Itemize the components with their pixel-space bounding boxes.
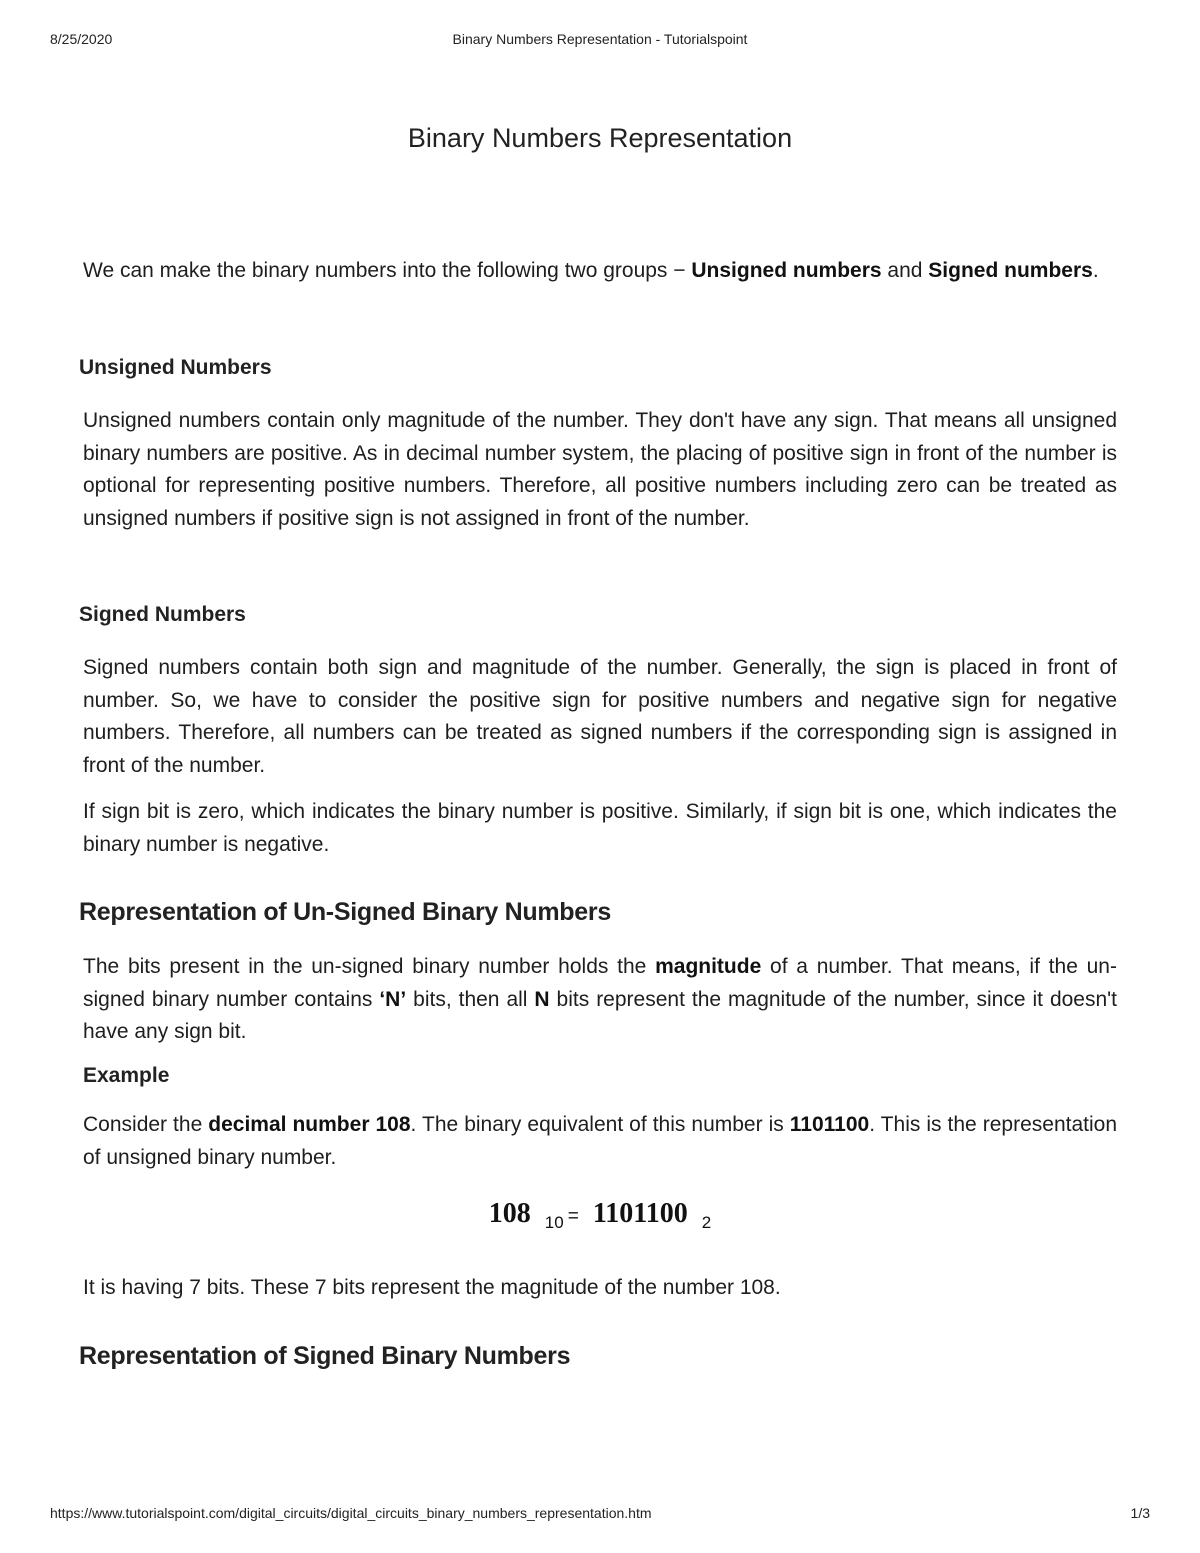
conclusion-paragraph: It is having 7 bits. These 7 bits represent the magnitude of the number 108. <box>83 1276 781 1299</box>
equation-decimal-base: 10 <box>544 1213 564 1232</box>
decimal-number-term: decimal number 108 <box>208 1113 411 1136</box>
unsigned-representation-paragraph: The bits present in the un-signed binary number holds the magnitude of a number. That means, if the un-signed binary number contains ‘N’ bits, then all N bits represent the magnitude of the number, since it doesn't have any sign bit. <box>83 955 1118 1043</box>
print-header <box>50 31 1150 49</box>
print-footer <box>50 1505 1150 1523</box>
n-quoted-term: ‘N’ <box>379 987 407 1011</box>
unsigned-numbers-heading: Unsigned Numbers <box>79 356 272 379</box>
example-paragraph: Consider the decimal number 108. The binary equivalent of this number is 1101100. This is the representation of unsigned binary number. <box>83 1113 1118 1169</box>
signed-numbers-paragraph: Signed numbers contain both sign and magnitude of the number. Generally, the sign is placed in front of number. So, we have to consider the positive sign for positive numbers and negative sign for negative numbers. Therefore, all numbers can be treated as signed numbers if the corresponding sign is assigned in front of the number. <box>83 656 1117 777</box>
conversion-equation <box>0 1198 1200 1230</box>
example-label: Example <box>83 1064 170 1087</box>
magnitude-term: magnitude <box>655 955 762 978</box>
binary-value-term: 1101100 <box>789 1113 870 1136</box>
unsigned-numbers-paragraph: Unsigned numbers contain only magnitude of the number. They don't have any sign. That means all unsigned binary numbers are positive. As in decimal number system, the placing of positive sign in front of the number is optional for representing positive numbers. Therefore, all positive numbers including zero can be treated as unsigned numbers if positive sign is not assigned in front of the number. <box>83 409 1117 530</box>
equation-binary: 1101100 <box>592 1198 688 1229</box>
signed-numbers-term: Signed numbers <box>928 259 1093 282</box>
equation-binary-base: 2 <box>701 1213 712 1232</box>
print-doc-title: Binary Numbers Representation - Tutorialspoint <box>452 31 748 47</box>
equation-equals: = <box>567 1206 579 1227</box>
page-number: 1/3 <box>1130 1505 1150 1521</box>
signed-numbers-heading: Signed Numbers <box>79 603 246 626</box>
page-title: Binary Numbers Representation <box>407 123 793 153</box>
print-date: 8/25/2020 <box>50 31 113 47</box>
print-url: https://www.tutorialspoint.com/digital_circuits/digital_circuits_binary_numbers_representation.htm <box>50 1505 652 1521</box>
signed-representation-heading: Representation of Signed Binary Numbers <box>79 1342 571 1370</box>
intro-paragraph: We can make the binary numbers into the following two groups − Unsigned numbers and Signed numbers. <box>83 259 1099 282</box>
n-term: N <box>534 987 550 1011</box>
unsigned-numbers-term: Unsigned numbers <box>691 259 882 282</box>
unsigned-representation-heading: Representation of Un-Signed Binary Numbers <box>79 898 611 926</box>
sign-bit-paragraph: If sign bit is zero, which indicates the binary number is positive. Similarly, if sign bit is one, which indicates the binary number is negative. <box>83 800 1117 856</box>
equation-decimal: 108 <box>488 1198 531 1229</box>
